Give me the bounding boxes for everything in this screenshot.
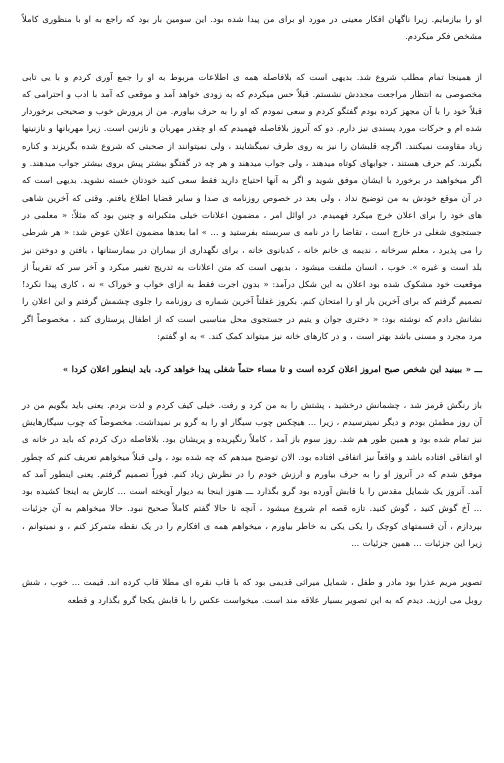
paragraph-icon-description: تصویر مریم عذرا بود مادر و طفل ، شمایل میراثی قدیمی بود که با قاب نقره ای مطلا قاب کرده اند. قیمت ... خوب ، شش روبل می ارزید. دیدم که به این تصویر بسیار علاقه مند است. میخواست عکس را با قابش یکجا گرو بگذارد و قطعه [22,578,482,606]
paragraph-main-story: از همینجا تمام مطلب شروع شد. بدیهی است که بلافاصله همه ی اطلاعات مربوط به او را جمع آوری کردم و با یی تابی مخصوصی به انتظار مراجعت مجددش نشستم. قبلاً حس میکردم که به زودی خواهد آمد و موقعی که آمد با ادب و احترامی که قبلاً خود را با آن مجهز کرده بودم گفتگو کردم و سعی نمودم که او را به حرف بیاورم. من از پرورش خوب و صحیحی برخوردار شده ام و حرکات مورد پسندی نیز دارم. دو که آنروز بلافاصله فهمیدم که او چقدر مهربان و نازنین است. زیرا مهربانها و نازنینها زیاد مقاومت نمیکنند. اگرچه قلبشان را نیز به روی طرف نمیگشایند ، ولی نمیتوانند از صحبتی که شروع شده بگریزند و کناره بگیرند. کم حرف هستند ، جوابهای کوتاه میدهند ، ولی جواب میدهند و هر چه در گفتگو بیشتر پیش بروی بیشتر جواب میدهند. و اگر میخواهید در برخورد با ایشان موفق شوید و اگر به آنها احتیاج دارید فقط سعی کنید خودتان خسته نشوید. بدیهی است که در آن موقع خودش به من توضیح نداد ، ولی بعد در خصوص روزنامه ی صدا و سایر قضایا اطلاع یافتم. وقتی که آخرین شاهی های خود را برای اعلان خرج میکرد فهمیدم. در اوائل امر ، مضمون اعلانات خیلی متکبرانه و چنین بود که مثلاً: « معلمی در جستجوی شغلی در خارج است ، تقاضا را در نامه ی سربسته بفرستید و ... » اما بعدها مضمون اعلان عوض شد: « هر شرطی را می پذیرد ، معلم سرخانه ، ندیمه ی خانم خانه ، کدبانوی خانه ، برای نگهداری از بیماران در بیمارستانها ، بافتن و دوختن نیز بلد است و غیره ». خوب ، انسان ملتفت میشود ، بدیهی است که متن اعلانات به تدریج تغییر میکرد و آخر سر که تقریباً از موقعیت خود مشکوک شده بود اعلان به این شکل درآمد: « بدون اجرت فقط به ازای خواب و خوراک » نه ، کاری پیدا نکرد! تصمیم گرفتم که برای آخرین بار او را امتحان کنم. بکروز غفلتاً آخرین شماره ی روزنامه را جلوی چشمش گرفتم و این اعلان را نشانش دادم که نوشته بود: « دختری جوان و یتیم در جستجوی محل مناسبی است که از اطفال پرستاری کند ، مخصوصاً اگر مرد مجرد و مسنی باشد بهتر است ، و در کارهای خانه نیز میتواند کمک کند. » به او گفتم: [22,72,482,343]
paragraph-continuation: باز رنگش قرمز شد ، چشمانش درخشید ، پشتش را به من کرد و رفت. خیلی کیف کردم و لذت بردم. یعنی باید بگویم من در آن روز مطمئن بودم و دیگر نمیترسیدم ، زیرا ... هیچکس چوب سیگار او را به گرو بر نمیداشت. مخصوصاً که چوب سیگارهایش نیز تمام شده بود و همین طور هم شد. روز سوم باز آمد ، کاملاً رنگپریده و پریشان بود. بلافاصله درک کردم که باید در خانه ی او اتفاقی افتاده باشد و واقعاً نیز اتفاقی افتاده بود. الان توضیح میدهم که چه شده بود ، ولی قبلاً میخواهم تعریف کنم که چطور موفق شدم که در آنروز او را به حرف بیاورم و ارزش خودم را در نظرش زیاد کنم. فوراً تصمیم گرفتم. یعنی اینطور آمد که آمد. آنروز یک شمایل مقدس را با قابش آورده بود گرو بگذارد ـــ هنوز اینجا به دیوار آویخته است ... کارش به اینجا کشیده بود ... آخ گوش کنید ، گوش کنید. تازه قصه ام شروع میشود ، آنچه تا حالا گفتم کاملاً صحیح نبود. حالا میخواهم به آن جزئیات بپردازم ، آن قسمتهای کوچک را یکی یکی به خاطر بیاورم ، میخواهم همه ی افکارم را در یک نقطه متمرکز کنم ، و نمیتوانم ، زیرا این جزئیات ... همین جزئیات ... [22,400,482,550]
paragraph-opening: او را بیازمایم. زیرا ناگهان افکار معینی در مورد او برای من پیدا شده بود. این سومین بار بود که راجع به او با منظوری کاملاً مشخص فکر میکردم. [22,15,482,43]
paragraph-quote: ـــ « ببینید این شخص صبح امروز اعلان کرده است و تا مساء حتماً شغلی پیدا خواهد کرد. باید اینطور اعلان کردا » [62,365,482,376]
